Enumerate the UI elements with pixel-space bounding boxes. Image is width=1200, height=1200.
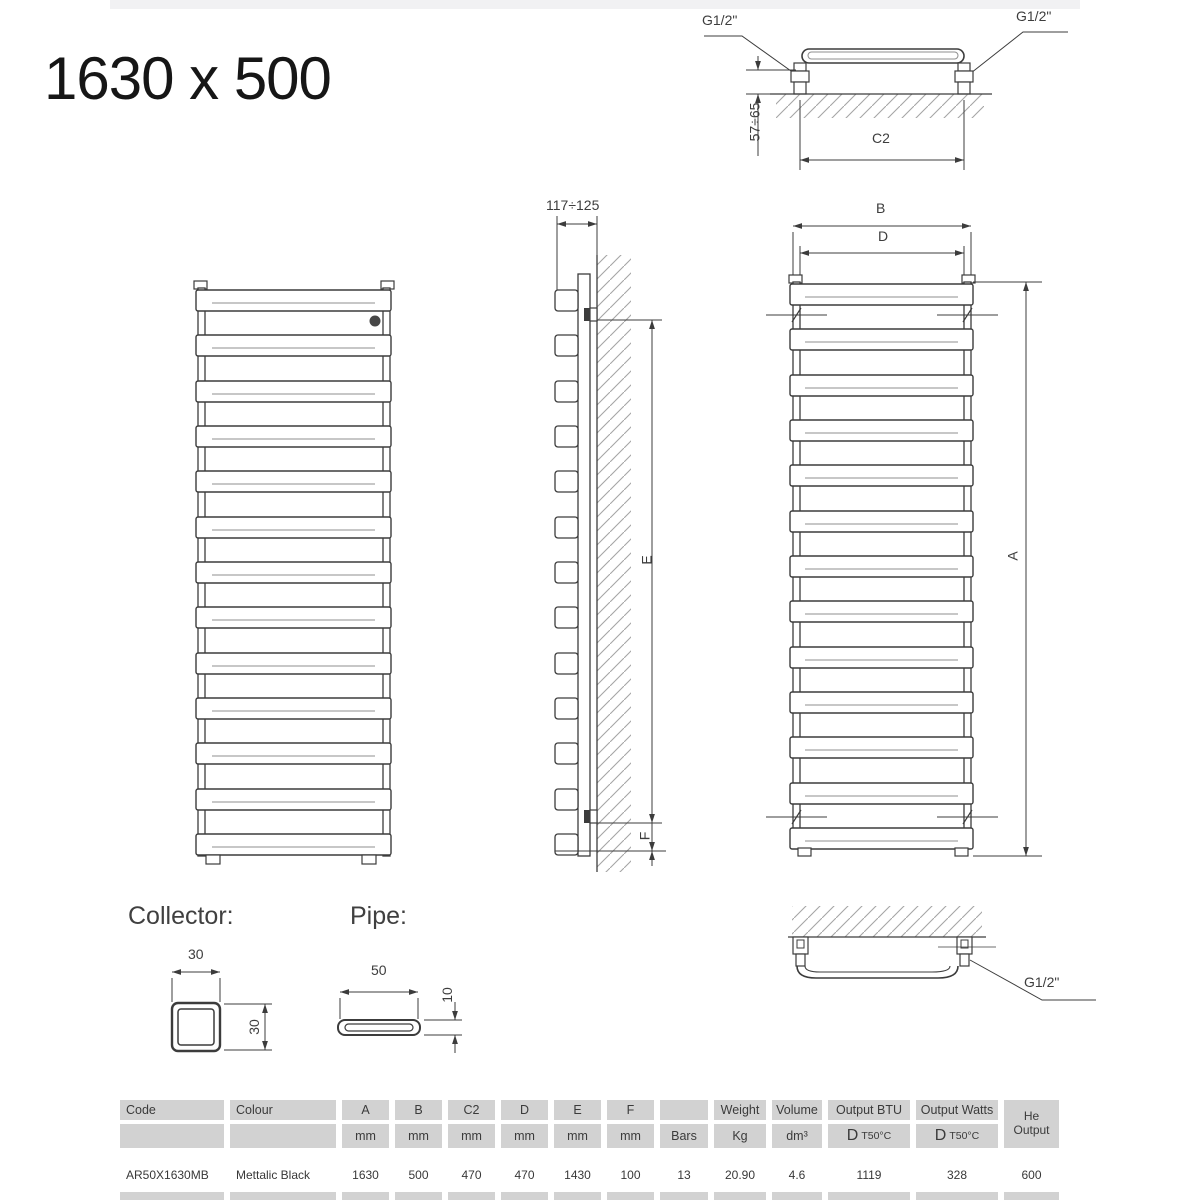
col-header-output-watts: Output Watts (916, 1100, 998, 1120)
unit-mm: mm (607, 1124, 654, 1148)
cell-volume: 4.6 (788, 1168, 806, 1182)
next-row-partial (607, 1192, 654, 1200)
col-header-he-output (1004, 1100, 1059, 1148)
bottom-view-drawing (780, 890, 1100, 1015)
next-row-partial (828, 1192, 910, 1200)
cell-colour: Mettalic Black (236, 1168, 311, 1182)
air-vent-dot (370, 316, 381, 327)
col-header-volume: Volume (772, 1100, 822, 1120)
next-row-partial (1004, 1192, 1059, 1200)
top-view-drawing (690, 8, 1090, 178)
page-title: 1630 x 500 (44, 45, 331, 112)
next-row-partial (501, 1192, 548, 1200)
next-row-partial (554, 1192, 601, 1200)
next-row-partial (772, 1192, 822, 1200)
cell-e: 1430 (564, 1168, 591, 1182)
col-header-code: Code (120, 1100, 224, 1120)
unit-mm: mm (554, 1124, 601, 1148)
collector-height-label: 30 (245, 1019, 262, 1035)
d-dim-label: D (878, 228, 889, 244)
wall-offset-dim-label: 57÷65 (746, 102, 763, 142)
cell-f: 100 (620, 1168, 641, 1182)
delta-symbol: D (934, 1127, 947, 1144)
next-row-partial (916, 1192, 998, 1200)
collector-width-label: 30 (188, 946, 204, 962)
e-dim-label: E (638, 555, 655, 565)
next-row-partial (660, 1192, 708, 1200)
col-header-output-btu: Output BTU (828, 1100, 910, 1120)
cell-c2: 470 (461, 1168, 482, 1182)
pipe-width-label: 50 (371, 962, 387, 978)
collector-section-title: Collector: (128, 902, 234, 930)
col-header-e: E (554, 1100, 601, 1120)
col-header-weight: Weight (714, 1100, 766, 1120)
pipe-section-title: Pipe: (350, 902, 407, 930)
unit-mm: mm (342, 1124, 389, 1148)
connection-size-label: G1/2" (1024, 974, 1060, 990)
c2-dim-label: C2 (872, 130, 890, 146)
cell-output-watts: 328 (946, 1168, 968, 1182)
a-dim-label: A (1004, 551, 1021, 561)
col-header-b: B (395, 1100, 442, 1120)
unit-dm3: dm³ (772, 1124, 822, 1148)
cell-a: 1630 (352, 1168, 379, 1182)
col-header-a: A (342, 1100, 389, 1120)
next-row-partial (714, 1192, 766, 1200)
cell-b: 500 (408, 1168, 429, 1182)
unit-delta-t50 (828, 1124, 910, 1148)
depth-range-dim-label: 117÷125 (546, 197, 600, 213)
next-row-partial (230, 1192, 336, 1200)
cell-output-btu: 1119 (856, 1168, 882, 1182)
collector-section-drawing (150, 940, 320, 1070)
he-output-line2: Output (1013, 1123, 1050, 1137)
col-header-f: F (607, 1100, 654, 1120)
t50-label: T50°C (861, 1130, 892, 1142)
unit-mm: mm (448, 1124, 495, 1148)
he-output-line1: He (1023, 1109, 1040, 1124)
cell-weight: 20.90 (724, 1168, 756, 1182)
f-dim-label: F (636, 831, 653, 841)
pipe-height-label: 10 (438, 987, 455, 1003)
col-header-c2: C2 (448, 1100, 495, 1120)
unit-mm: mm (501, 1124, 548, 1148)
unit-mm: mm (395, 1124, 442, 1148)
next-row-partial (342, 1192, 389, 1200)
col-header-d: D (501, 1100, 548, 1120)
cell-bars: 13 (677, 1168, 691, 1182)
unit-blank (230, 1124, 336, 1148)
front-view-dimensioned-drawing (752, 196, 1052, 884)
unit-kg: Kg (714, 1124, 766, 1148)
side-view-drawing (540, 196, 670, 884)
b-dim-label: B (876, 200, 886, 216)
unit-blank (120, 1124, 224, 1148)
delta-symbol: D (846, 1127, 859, 1144)
col-header-blank (660, 1100, 708, 1120)
spec-table (120, 1100, 1059, 1200)
front-view-drawing (192, 280, 396, 872)
next-row-partial (395, 1192, 442, 1200)
cell-he-output: 600 (1021, 1168, 1042, 1182)
t50-label: T50°C (949, 1130, 980, 1142)
next-row-partial (120, 1192, 224, 1200)
next-row-partial (448, 1192, 495, 1200)
col-header-colour: Colour (230, 1100, 336, 1120)
cell-d: 470 (514, 1168, 535, 1182)
connection-size-label: G1/2" (1016, 8, 1052, 24)
unit-delta-t50 (916, 1124, 998, 1148)
col-header-bars: Bars (660, 1124, 708, 1148)
pipe-section-drawing (325, 955, 475, 1065)
cell-code: AR50X1630MB (126, 1168, 209, 1182)
connection-size-label: G1/2" (702, 12, 738, 28)
